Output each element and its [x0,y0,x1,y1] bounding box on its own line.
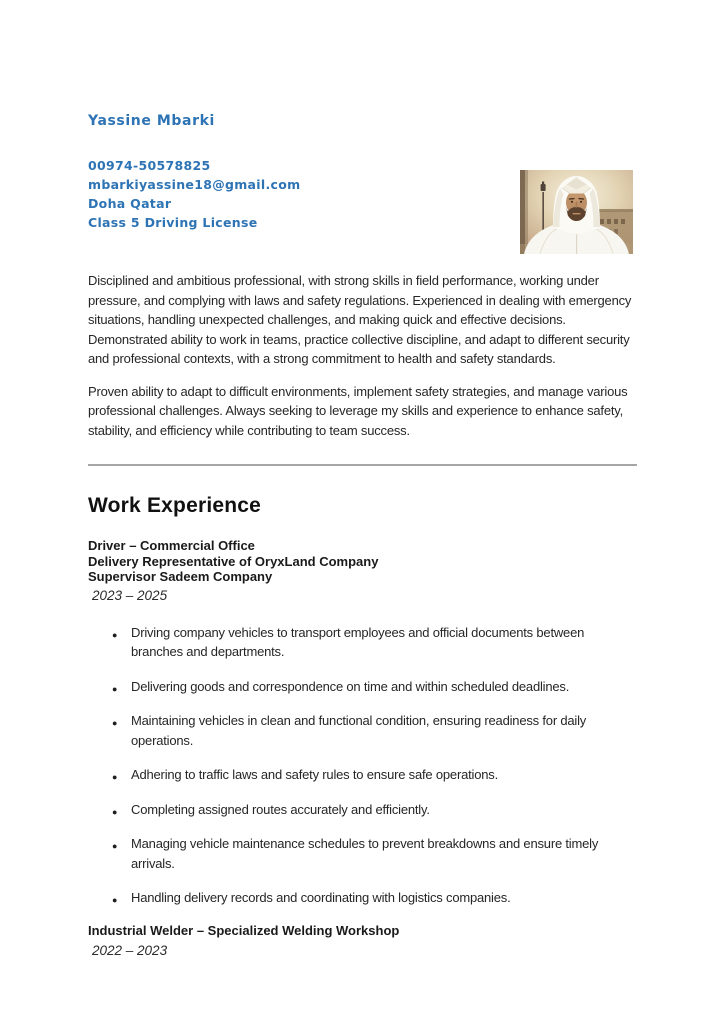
contact-license: Class 5 Driving License [88,215,258,230]
contact-location: Doha Qatar [88,196,172,211]
summary-paragraph-2: Proven ability to adapt to difficult environments, implement safety strategies, and manage various professional challenges. Always seeking to leverage my skills and experience to enhance safety, stability, and efficiency while contributing to team success. [88,383,628,438]
job-1-bullet: ● Delivering goods and correspondence on time and within scheduled deadlines. [88,677,602,697]
job-1-bullet: ● Adhering to traffic laws and safety rules to ensure safe operations. [88,765,602,785]
candidate-name: Yassine Mbarki [88,113,215,129]
work-experience-heading: Work Experience [88,494,262,517]
job-1-bullet: ● Driving company vehicles to transport employees and official documents between branches and departments. [88,623,602,662]
job-1-bullet: ● Maintaining vehicles in clean and functional condition, ensuring readiness for daily operations. [88,711,602,750]
summary-paragraph-1: Disciplined and ambitious professional, with strong skills in field performance, working under pressure, and complying with laws and safety regulations. Experienced in dealing with emergency situations, handling unexpected challenges, and making quick and effective decisions. Demonstrated ability to work in teams, practice collective discipline, and adapt to different security and professional contexts, with a strong commitment to health and safety standards. [88,273,632,366]
section-divider [88,464,637,466]
job-1-titles [88,538,637,585]
job-1-title-line: Supervisor Sadeem Company [88,569,273,584]
job-1-bullet: ● Managing vehicle maintenance schedules to prevent breakdowns and ensure timely arrivals. [88,834,602,873]
job-2-dates: 2022 – 2023 [92,943,168,958]
professional-summary [88,271,644,440]
job-1-title-line: Delivery Representative of OryxLand Company [88,553,379,569]
job-1-title-line: Driver – Commercial Office [88,538,255,553]
job-1-bullet: ● Handling delivery records and coordinating with logistics companies. [88,888,602,908]
contact-email: mbarkiyassine18@gmail.com [88,177,301,192]
contact-block [88,156,637,232]
page-content [88,0,637,958]
job-2-title: Industrial Welder – Specialized Welding Workshop [88,922,400,938]
job-1-bullet-list [88,623,602,908]
job-1-dates: 2023 – 2025 [92,587,168,603]
job-1-bullet: ● Completing assigned routes accurately and efficiently. [88,800,602,820]
contact-phone: 00974-50578825 [88,158,211,173]
